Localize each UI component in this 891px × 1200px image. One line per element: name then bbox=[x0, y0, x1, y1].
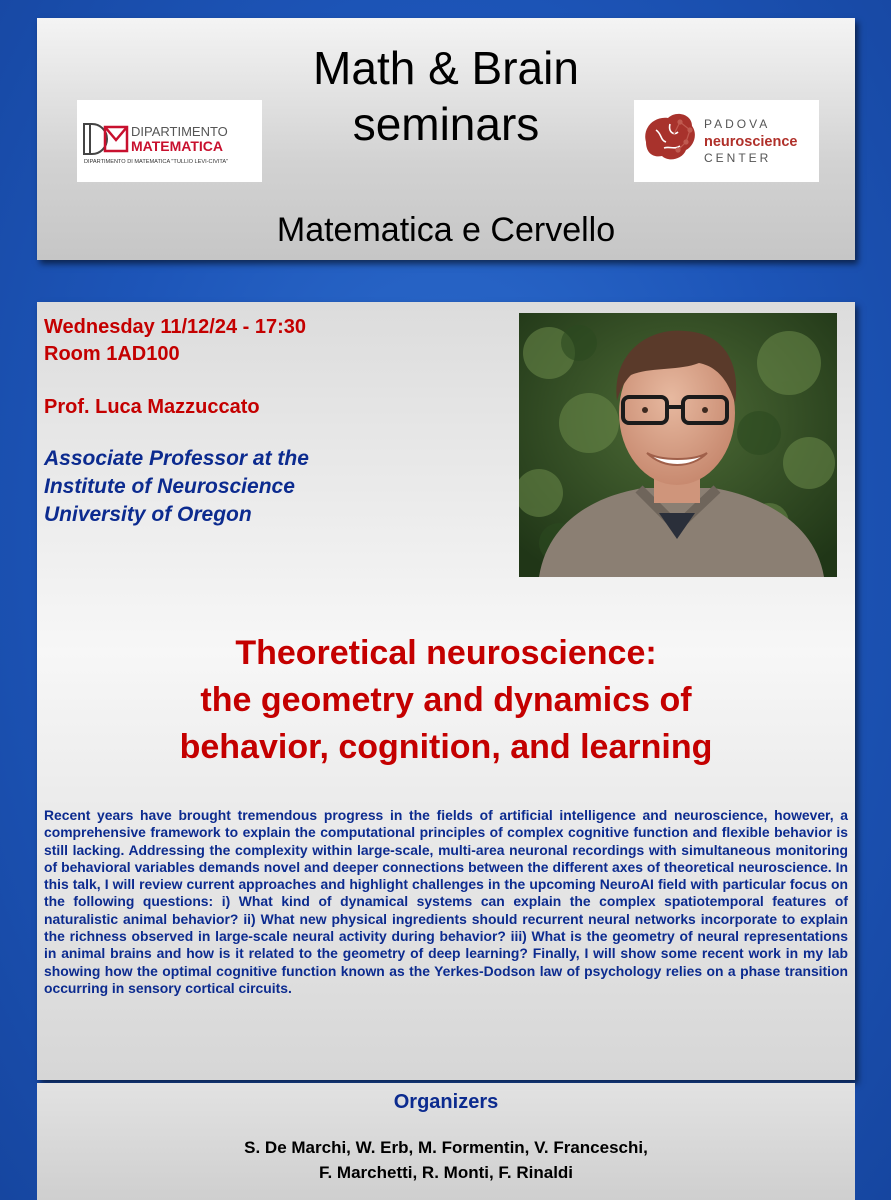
event-datetime: Wednesday 11/12/24 - 17:30 bbox=[44, 316, 307, 338]
series-title: Math & Brain seminars bbox=[313, 42, 579, 150]
series-subtitle: Matematica e Cervello bbox=[276, 211, 616, 249]
speaker-photo bbox=[519, 313, 837, 577]
padova-neuroscience-center-logo-graphic bbox=[634, 100, 819, 182]
organizers-title: Organizers bbox=[393, 1091, 499, 1113]
main-panel bbox=[37, 302, 855, 1080]
event-room: Room 1AD100 bbox=[44, 343, 180, 365]
svg-text:neuroscience: neuroscience bbox=[704, 134, 798, 150]
svg-text:PADOVA: PADOVA bbox=[704, 117, 771, 131]
svg-text:MATEMATICA: MATEMATICA bbox=[131, 138, 224, 154]
speaker-portrait-image bbox=[519, 313, 837, 577]
brain-icon bbox=[645, 114, 695, 160]
svg-text:DIPARTIMENTO DI MATEMATICA "TU: DIPARTIMENTO DI MATEMATICA "TULLIO LEVI-CIVITA" bbox=[84, 159, 229, 165]
speaker-name: Prof. Luca Mazzuccato bbox=[44, 396, 260, 418]
organizers-list: S. De Marchi, W. Erb, M. Formentin, V. Franceschi, F. Marchetti, R. Monti, F. Rinaldi bbox=[244, 1138, 648, 1182]
organizers-panel bbox=[37, 1083, 855, 1200]
padova-neuroscience-center-logo bbox=[634, 100, 819, 182]
dipartimento-matematica-logo-graphic bbox=[77, 100, 262, 182]
speaker-affiliation: Associate Professor at the Institute of Neuroscience University of Oregon bbox=[44, 447, 309, 526]
svg-text:DIPARTIMENTO: DIPARTIMENTO bbox=[131, 124, 228, 139]
talk-abstract: Recent years have brought tremendous progress in the fields of artificial intelligence and neuroscience, however, a comprehensive framework to explain the computational principles of complex cognitive function and flexible behavior is still lacking. Addressing the complexity within large-scale, multi-area neuronal recordings with simultaneous monitoring of behavioral variables demands novel and deeper connections between the different axes of theoretical neuroscience. In this talk, I will review current approaches and highlight challenges in the upcoming NeuroAI field with particular focus on the following questions: i) What kind of dynamical systems can explain the complex spatiotemporal features of naturalistic animal behavior? ii) What new physical ingredients should recurrent neural networks incorporate to explain the richness observed in large-scale neural activity during behavior? iii) What is the geometry of neural representations in animal brains and how is it related to the geometry of deep learning? Finally, I will show some recent work in my lab showing how the optimal cognitive function known as the Yerkes-Dodson law of psychology relies on a phase transition occurring in sensory cortical circuits. bbox=[44, 807, 848, 996]
header-panel bbox=[37, 18, 855, 260]
svg-text:CENTER: CENTER bbox=[704, 151, 772, 165]
dipartimento-matematica-logo bbox=[77, 100, 262, 182]
talk-title: Theoretical neuroscience: the geometry and dynamics of behavior, cognition, and learning bbox=[179, 634, 713, 766]
event-info bbox=[44, 314, 514, 529]
